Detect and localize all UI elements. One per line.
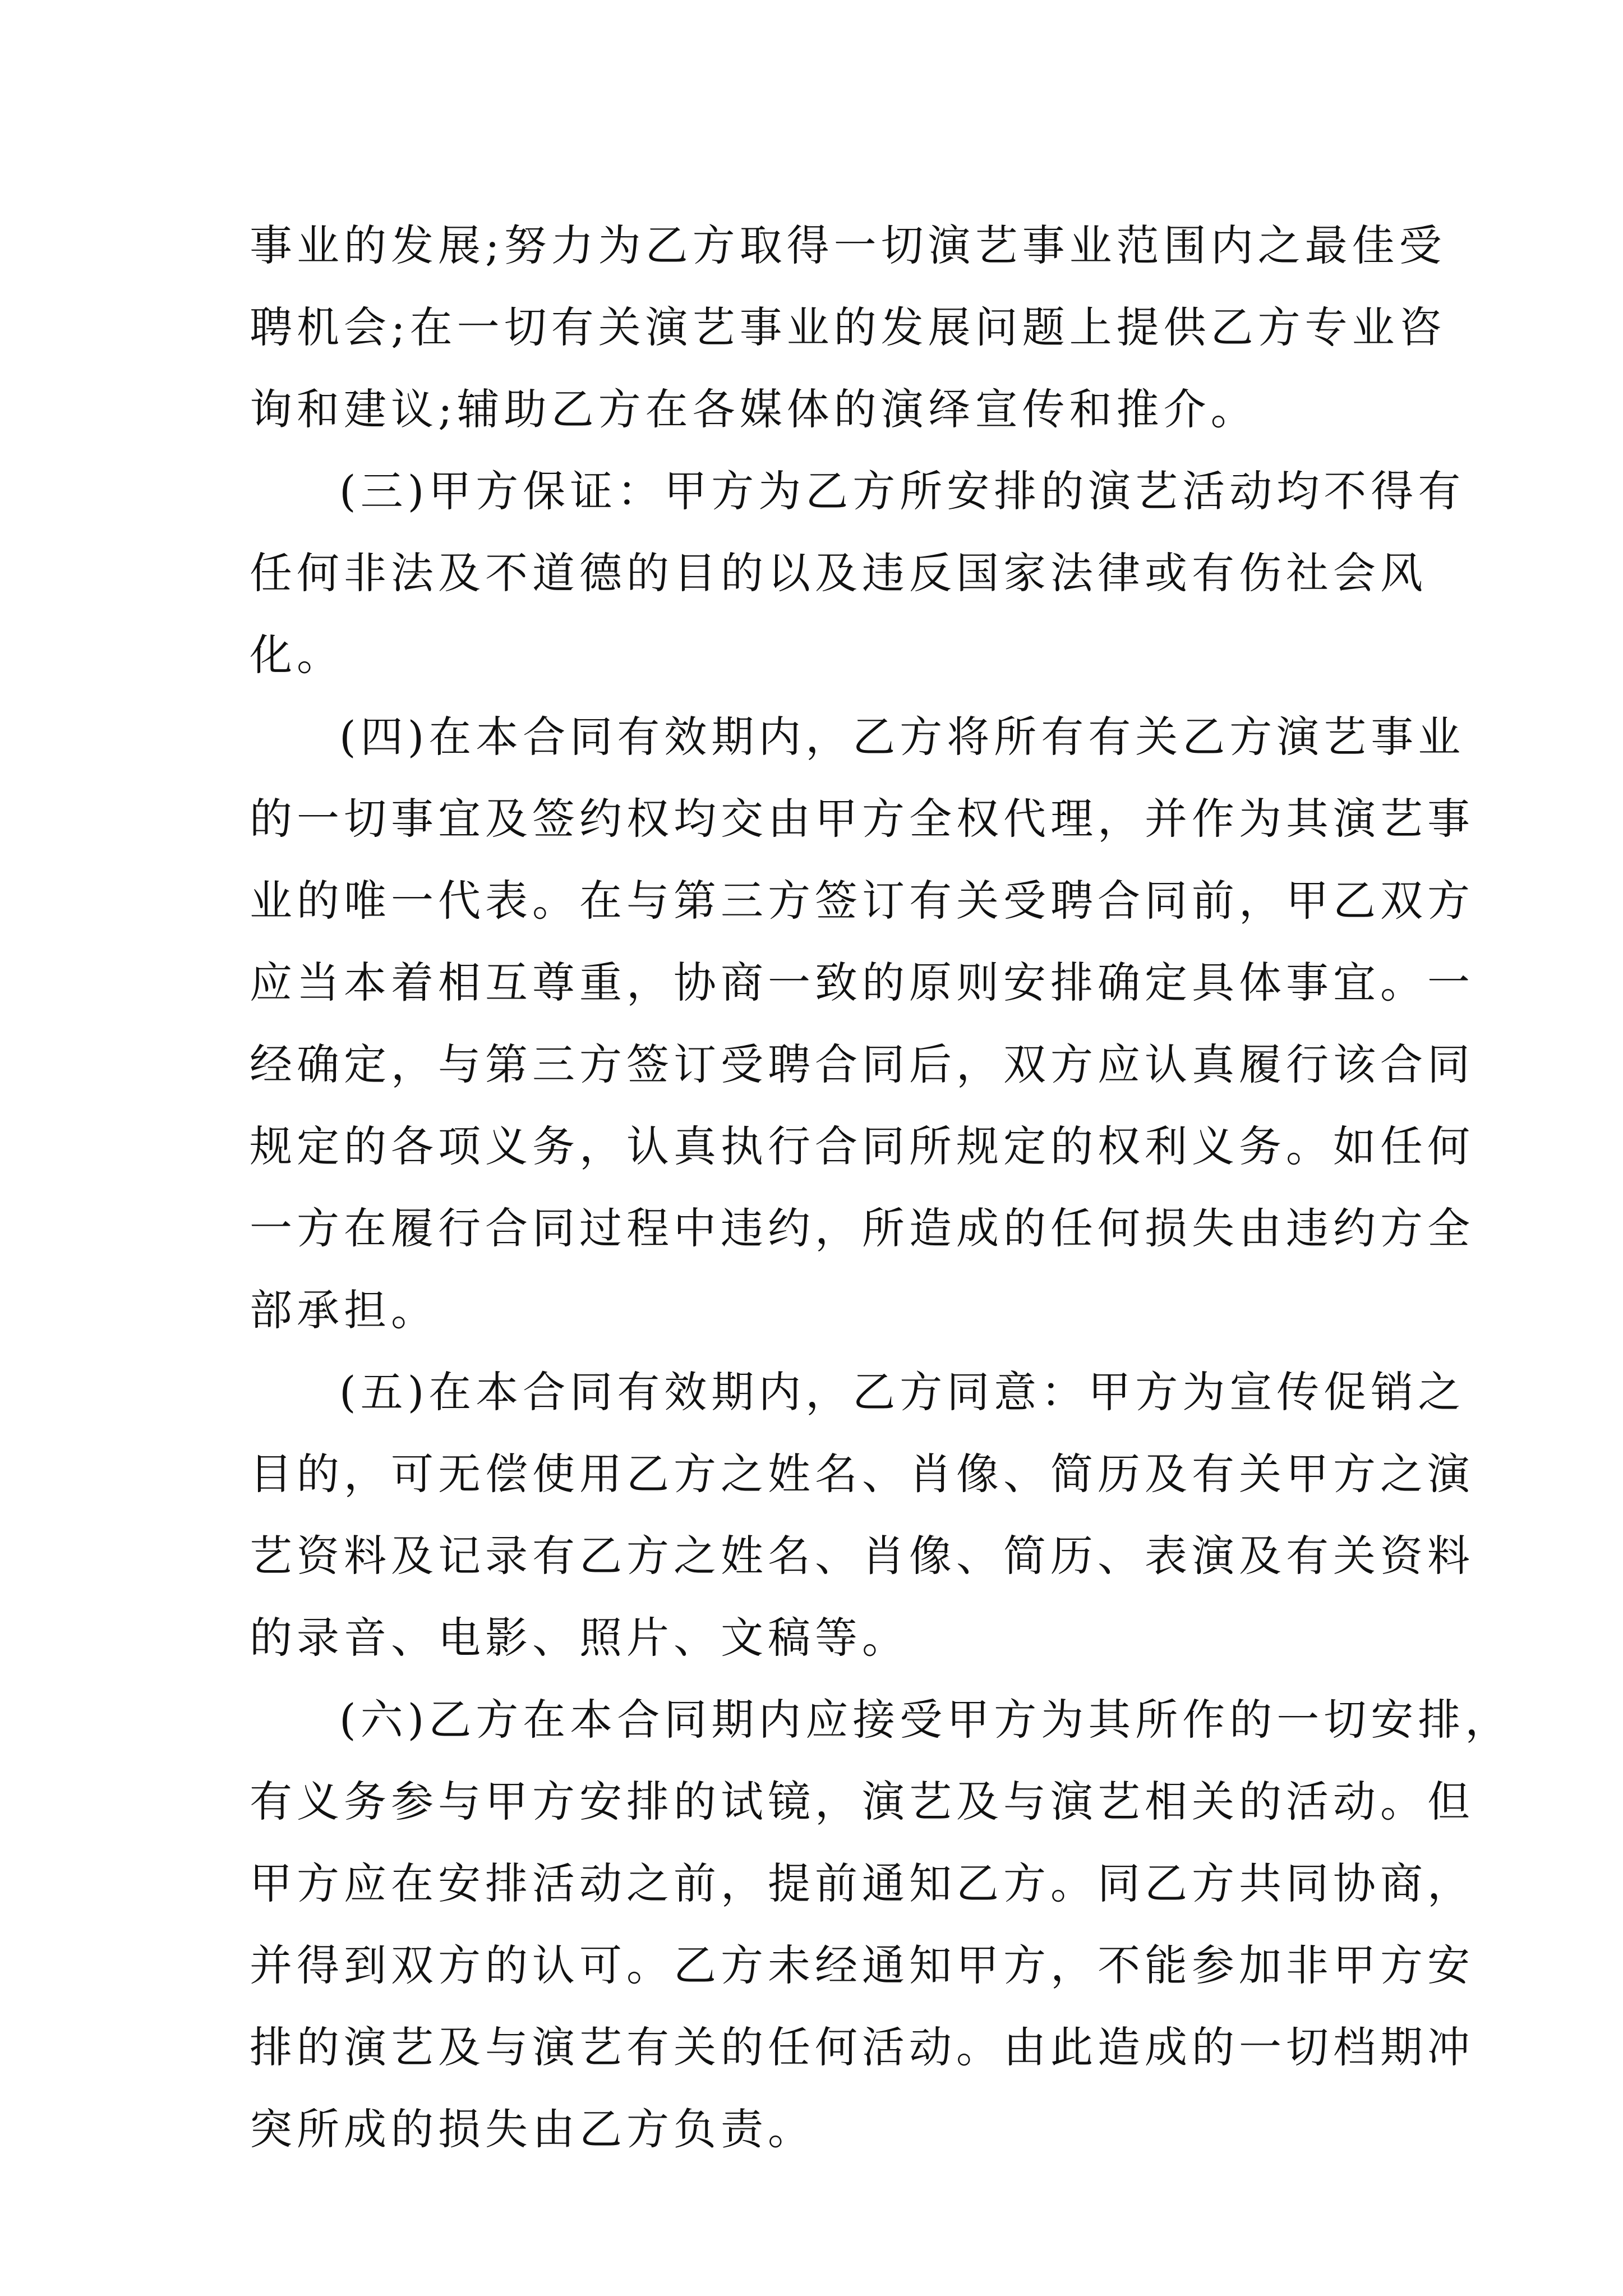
text-line: (五)在本合同有效期内，乙方同意：甲方为宣传促销之 xyxy=(339,1367,1465,1417)
text-line: 化。 xyxy=(250,630,344,680)
text-line: 经确定，与第三方签订受聘合同后，双方应认真履行该合同 xyxy=(250,1039,1474,1089)
text-line: 应当本着相互尊重，协商一致的原则安排确定具体事宜。一 xyxy=(250,958,1474,1007)
text-line: 事业的发展;努力为乙方取得一切演艺事业范围内之最佳受 xyxy=(250,220,1446,270)
text-line: 甲方应在安排活动之前，提前通知乙方。同乙方共同协商， xyxy=(250,1858,1474,1908)
document-body xyxy=(250,205,1513,2170)
text-line: 任何非法及不道德的目的以及违反国家法律或有伤社会风 xyxy=(250,548,1427,598)
text-line: 一方在履行合同过程中违约，所造成的任何损失由违约方全 xyxy=(250,1203,1474,1253)
text-line: (六)乙方在本合同期内应接受甲方为其所作的一切安排， xyxy=(339,1695,1513,1745)
text-line: 聘机会;在一切有关演艺事业的发展问题上提供乙方专业咨 xyxy=(250,302,1446,352)
text-line: 突所成的损失由乙方负责。 xyxy=(250,2104,815,2154)
text-line: 有义务参与甲方安排的试镜，演艺及与演艺相关的活动。但 xyxy=(250,1777,1474,1826)
text-line: (四)在本合同有效期内，乙方将所有有关乙方演艺事业 xyxy=(339,712,1465,762)
text-line: 询和建议;辅助乙方在各媒体的演绎宣传和推介。 xyxy=(250,384,1258,434)
text-line: 规定的各项义务，认真执行合同所规定的权利义务。如任何 xyxy=(250,1121,1474,1171)
text-line: 艺资料及记录有乙方之姓名、肖像、简历、表演及有关资料 xyxy=(250,1531,1474,1581)
text-line: 并得到双方的认可。乙方未经通知甲方，不能参加非甲方安 xyxy=(250,1940,1474,1990)
text-line: 的一切事宜及签约权均交由甲方全权代理，并作为其演艺事 xyxy=(250,794,1474,844)
text-line: (三)甲方保证：甲方为乙方所安排的演艺活动均不得有 xyxy=(339,466,1465,516)
text-line: 部承担。 xyxy=(250,1285,438,1335)
text-line: 排的演艺及与演艺有关的任何活动。由此造成的一切档期冲 xyxy=(250,2022,1474,2072)
text-line: 目的，可无偿使用乙方之姓名、肖像、简历及有关甲方之演 xyxy=(250,1449,1474,1499)
text-line: 业的唯一代表。在与第三方签订有关受聘合同前，甲乙双方 xyxy=(250,876,1474,926)
text-line: 的录音、电影、照片、文稿等。 xyxy=(250,1613,909,1663)
